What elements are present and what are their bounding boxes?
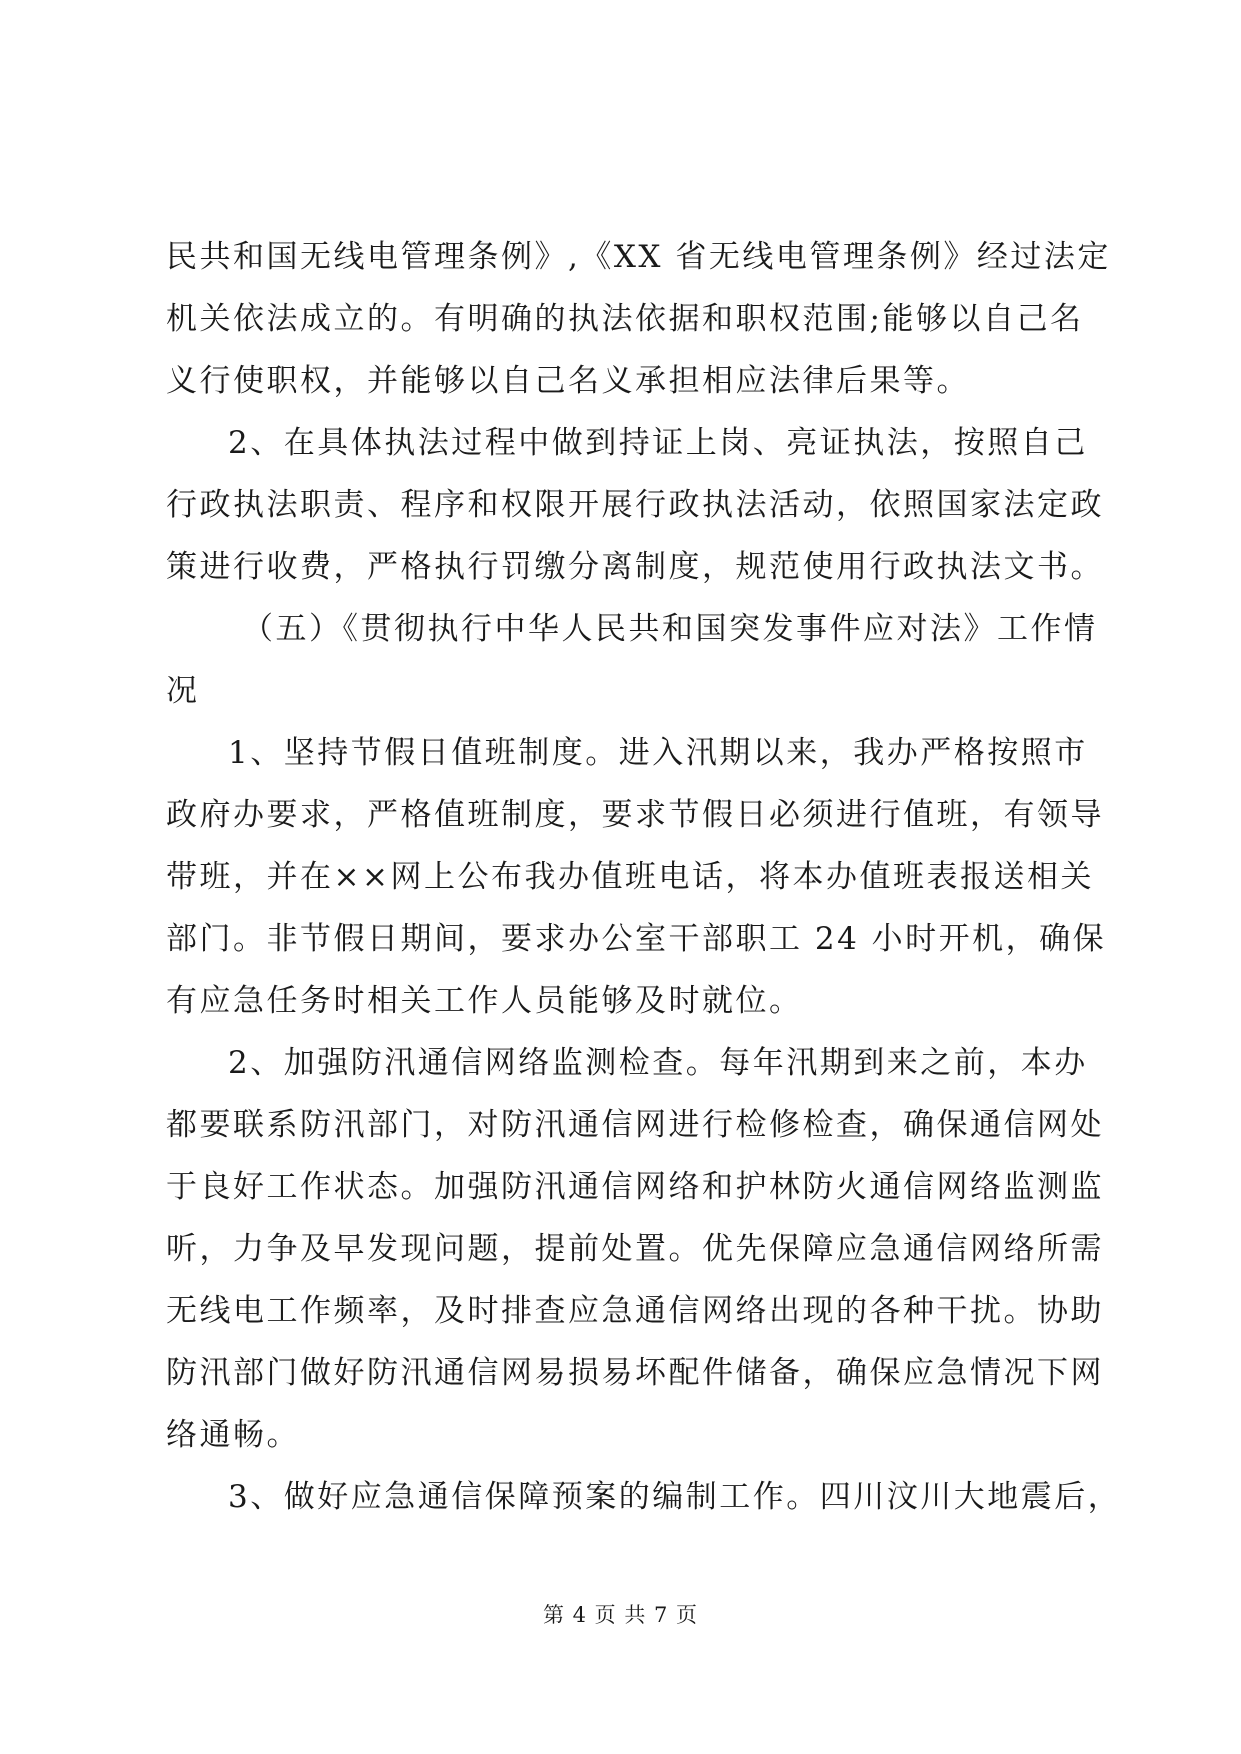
text-line: 2、加强防汛通信网络监测检查。每年汛期到来之前，本办: [228, 1045, 1088, 1081]
text-line: 部门。非节假日期间，要求办公室干部职工 24 小时开机，确保: [166, 921, 1107, 957]
text-line: 政府办要求，严格值班制度，要求节假日必须进行值班，有领导: [166, 797, 1104, 833]
text-line: 都要联系防汛部门，对防汛通信网进行检修检查，确保通信网处: [166, 1107, 1104, 1143]
text-line: 1、坚持节假日值班制度。进入汛期以来，我办严格按照市: [228, 735, 1088, 771]
text-line: 行政执法职责、程序和权限开展行政执法活动，依照国家法定政: [166, 487, 1104, 523]
text-line: 2、在具体执法过程中做到持证上岗、亮证执法，按照自己: [228, 425, 1088, 461]
section-heading-line: 况: [166, 673, 200, 709]
text-line: 机关依法成立的。有明确的执法依据和职权范围;能够以自己名: [166, 301, 1084, 337]
section-heading-line: （五）《贯彻执行中华人民共和国突发事件应对法》工作情: [242, 611, 1098, 647]
document-body: [166, 226, 1122, 1528]
text-line: 义行使职权，并能够以自己名义承担相应法律后果等。: [166, 363, 970, 399]
text-line: 无线电工作频率，及时排查应急通信网络出现的各种干扰。协助: [166, 1293, 1104, 1329]
text-line: 于良好工作状态。加强防汛通信网络和护林防火通信网络监测监: [166, 1169, 1104, 1205]
text-line: 听，力争及早发现问题，提前处置。优先保障应急通信网络所需: [166, 1231, 1104, 1267]
text-line: 络通畅。: [166, 1417, 300, 1453]
page-footer: 第 4 页 共 7 页: [542, 1603, 699, 1627]
text-line: 带班，并在××网上公布我办值班电话，将本办值班表报送相关: [166, 859, 1094, 895]
text-line: 3、做好应急通信保障预案的编制工作。四川汶川大地震后，: [228, 1479, 1122, 1515]
text-line: 有应急任务时相关工作人员能够及时就位。: [166, 983, 803, 1019]
text-line: 防汛部门做好防汛通信网易损易坏配件储备，确保应急情况下网: [166, 1355, 1104, 1391]
text-line: 民共和国无线电管理条例》,《XX 省无线电管理条例》经过法定: [166, 239, 1111, 275]
text-line: 策进行收费，严格执行罚缴分离制度，规范使用行政执法文书。: [166, 549, 1104, 585]
